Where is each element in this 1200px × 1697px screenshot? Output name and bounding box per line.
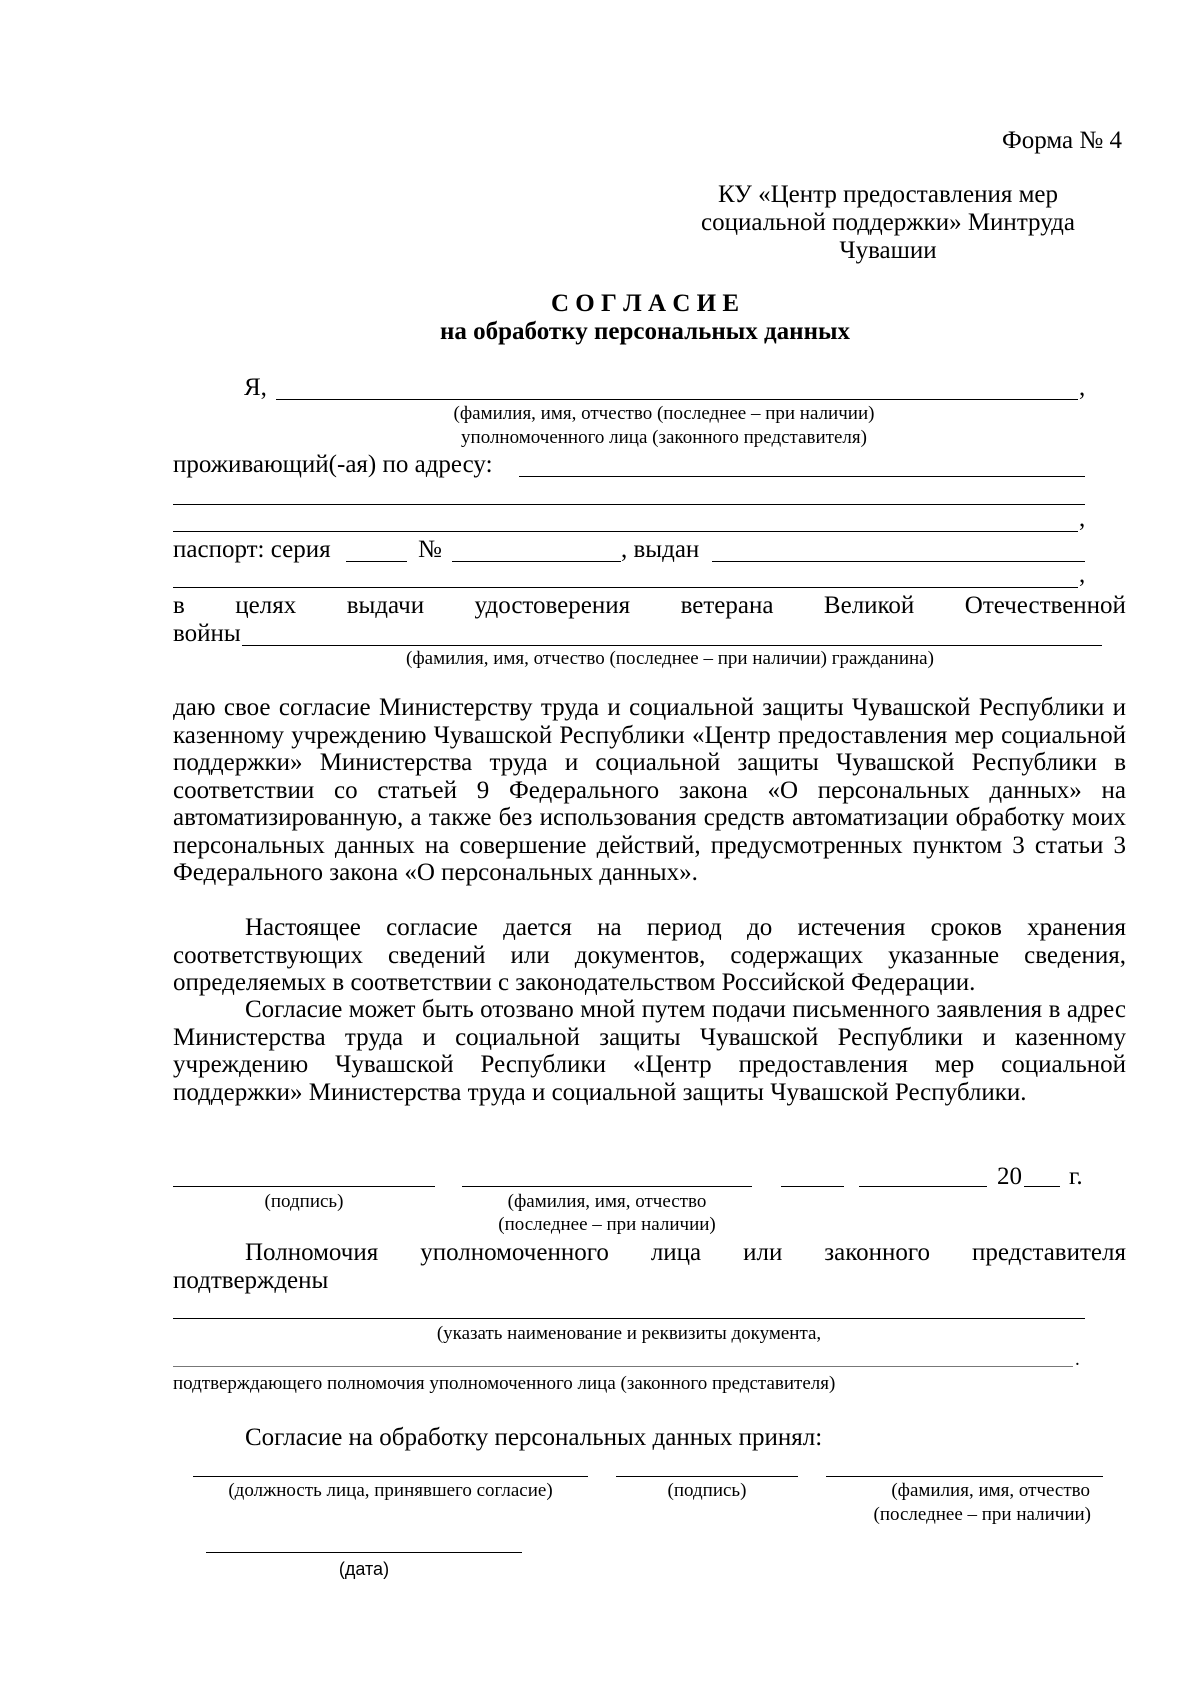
acceptor-name-field[interactable]: [826, 1476, 1103, 1477]
applicant-hint-2: уполномоченного лица (законного представителя): [461, 427, 867, 448]
authority-word: уполномоченного: [420, 1239, 609, 1266]
acceptance-date-hint: (дата): [338, 1559, 390, 1579]
acceptor-name-hint-2: (последнее – при наличии): [873, 1504, 1091, 1525]
applicant-prefix: Я,: [244, 374, 267, 401]
authority-hint-2: подтверждающего полномочия уполномоченного лица (законного представителя): [173, 1373, 836, 1394]
purpose-word: Великой: [823, 592, 915, 619]
authority-hint-1: (указать наименование и реквизиты документа,: [436, 1323, 822, 1344]
authority-line: [245, 1240, 1126, 1265]
passport-number-label: №: [418, 536, 442, 563]
purpose-line: [173, 593, 1126, 618]
authority-period: .: [1075, 1349, 1080, 1370]
authority-word: лица: [650, 1239, 702, 1266]
address-field-1[interactable]: [519, 476, 1085, 477]
date-day-field[interactable]: [781, 1186, 844, 1187]
acceptor-signature-hint: (подпись): [667, 1480, 747, 1501]
signature-hint: (подпись): [264, 1191, 344, 1212]
authority-confirmed-label: подтверждены: [173, 1267, 329, 1294]
address-label: проживающий(-ая) по адресу:: [173, 451, 493, 478]
year-suffix: г.: [1069, 1163, 1083, 1190]
signature-field[interactable]: [173, 1186, 435, 1187]
passport-series-label: паспорт: серия: [173, 536, 331, 563]
document-title: С О Г Л А С И Е: [550, 290, 739, 317]
acceptor-name-hint-1: (фамилия, имя, отчество: [891, 1480, 1090, 1501]
authority-document-field[interactable]: [173, 1318, 1085, 1319]
applicant-comma: ,: [1079, 374, 1086, 401]
applicant-hint-1: (фамилия, имя, отчество (последнее – при наличии): [453, 403, 875, 424]
passport-comma: ,: [1079, 561, 1086, 588]
authority-word: представителя: [972, 1239, 1126, 1266]
year-prefix: 20: [997, 1163, 1022, 1190]
authority-word: Полномочия: [245, 1239, 379, 1266]
purpose-word: удостоверения: [474, 592, 631, 619]
consent-paragraph-2: Настоящее согласие дается на период до истечения сроков хранения соответствующих сведений или документов, содержащих указанные сведения, определяемых в соответствии с законодательством Российской Федерации.: [173, 914, 1126, 996]
recipient-line-2: социальной поддержки» Минтруда: [701, 209, 1075, 236]
citizen-name-hint: (фамилия, имя, отчество (последнее – при наличии) гражданина): [406, 648, 934, 669]
acceptance-heading: Согласие на обработку персональных данных принял:: [245, 1424, 823, 1451]
passport-issued-field-1[interactable]: [712, 561, 1085, 562]
purpose-word: выдачи: [346, 592, 425, 619]
address-field-3[interactable]: [173, 531, 1078, 532]
acceptor-position-hint: (должность лица, принявшего согласие): [228, 1480, 553, 1501]
signer-name-hint-1: (фамилия, имя, отчество: [507, 1191, 707, 1212]
applicant-name-field[interactable]: [276, 399, 1078, 400]
purpose-war-label: войны: [173, 620, 241, 647]
recipient-line-3: Чувашии: [839, 237, 937, 264]
purpose-word: целях: [235, 592, 297, 619]
date-month-field[interactable]: [859, 1186, 987, 1187]
passport-series-field[interactable]: [346, 561, 407, 562]
authority-word: законного: [824, 1239, 931, 1266]
consent-paragraph-1: даю свое согласие Министерству труда и социальной защиты Чувашской Республики и казенному учреждению Чувашской Республики «Центр предоставления мер социальной поддержки» Министерства труда и социальной защиты Чувашской Республики в соответствии со статьей 9 Федерального закона «О персональных данных» на автоматизированную, а также без использования средств автоматизации обработку моих персональных данных на совершение действий, предусмотренных пунктом 3 статьи 3 Федерального закона «О персональных данных».: [173, 694, 1126, 886]
authority-word: или: [743, 1239, 783, 1266]
document-subtitle: на обработку персональных данных: [440, 318, 850, 345]
acceptor-position-field[interactable]: [193, 1476, 588, 1477]
signer-name-hint-2: (последнее – при наличии): [498, 1214, 716, 1235]
signer-name-field[interactable]: [462, 1186, 752, 1187]
passport-issued-label: , выдан: [621, 536, 700, 563]
purpose-word: ветерана: [680, 592, 774, 619]
address-comma: ,: [1079, 505, 1086, 532]
address-field-2[interactable]: [173, 504, 1085, 505]
purpose-word: в: [173, 592, 185, 619]
citizen-name-field[interactable]: [242, 645, 1102, 646]
passport-issued-field-2[interactable]: [173, 587, 1078, 588]
recipient-line-1: КУ «Центр предоставления мер: [717, 181, 1058, 208]
consent-paragraph-3: Согласие может быть отозвано мной путем подачи письменного заявления в адрес Министерства труда и социальной защиты Чувашской Республики и казенному учреждению Чувашской Республики «Центр предоставления мер социальной поддержки» Министерства труда и социальной защиты Чувашской Республики.: [173, 996, 1126, 1106]
acceptor-signature-field[interactable]: [616, 1476, 798, 1477]
form-number: Форма № 4: [1002, 127, 1122, 154]
date-year-field[interactable]: [1024, 1186, 1060, 1187]
acceptance-date-field[interactable]: [206, 1552, 522, 1553]
passport-number-field[interactable]: [452, 561, 621, 562]
authority-document-field-2[interactable]: [173, 1366, 1073, 1367]
purpose-word: Отечественной: [964, 592, 1126, 619]
